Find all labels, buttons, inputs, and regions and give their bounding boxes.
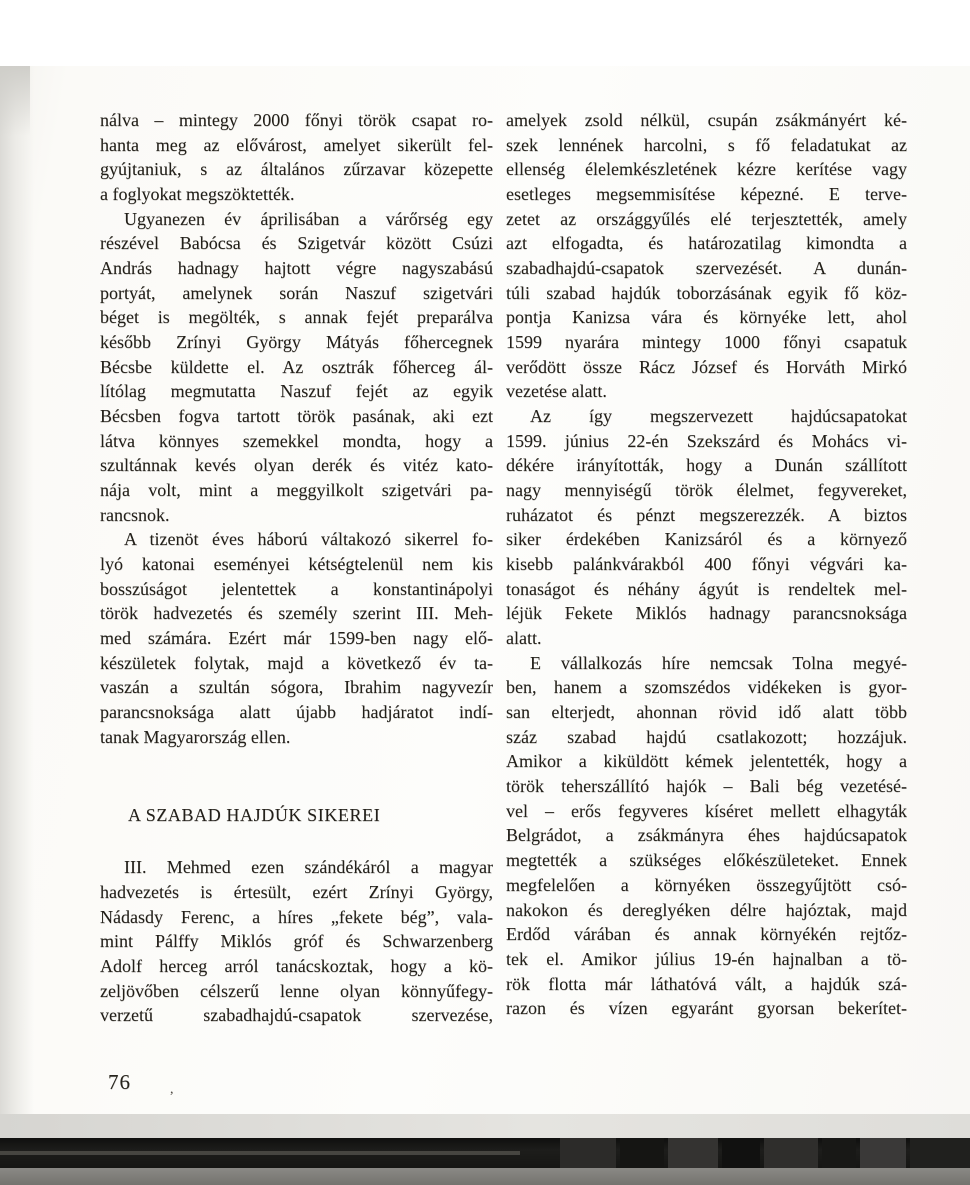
text-line: san elterjedt, ahonnan rövid idő alatt több (506, 702, 907, 723)
text-line: ruházatot és pénzt megszerezzék. A biztos (506, 504, 907, 525)
text-line: török hadvezetés és személy szerint III. Meh- (100, 603, 493, 624)
page-gutter-shadow-top (0, 66, 30, 136)
text-line: látva könnyes szemekkel mondta, hogy a (100, 430, 493, 451)
text-line: razon és vízen egyaránt gyorsan bekerítet- (506, 998, 907, 1019)
text-line: lyó katonai eseményei kétségtelenül nem kis (100, 554, 493, 575)
text-line: siker érdekében Kanizsáról és a környező (506, 529, 907, 550)
text-line: pontja Kanizsa vára és környéke lett, ahol (506, 307, 907, 328)
page-edge-segment (620, 1138, 664, 1168)
text-line: 1599 nyarára mintegy 1000 főnyi csapatuk (506, 332, 907, 353)
text-line: portyát, amelynek során Naszuf szigetvári (100, 282, 493, 303)
text-line: nája volt, mint a meggyilkolt szigetvári pa- (100, 480, 493, 501)
text-line: részével Babócsa és Szigetvár között Csúzi (100, 233, 493, 254)
paragraph (100, 108, 493, 207)
section-heading: A SZABAD HAJDÚK SIKEREI (128, 805, 381, 826)
text-line: hanta meg az elővárost, amelyet sikerült fel- (100, 134, 493, 155)
text-line: III. Mehmed ezen szándékáról a magyar (124, 857, 493, 878)
text-line: András hadnagy hajtott végre nagyszabású (100, 258, 493, 279)
text-line: vezetése alatt. (506, 381, 607, 402)
book-edge-highlight (0, 1151, 520, 1155)
right-text-column (506, 108, 907, 1021)
page-number: 76 (108, 1070, 131, 1094)
text-line: Amikor a kiküldött kémek jelentették, hogy a (506, 751, 907, 772)
text-line: bosszúságot jelentettek a konstantinápolyi (100, 578, 493, 599)
text-line: később Zrínyi György Mátyás főhercegnek (100, 332, 493, 353)
page-edge-segment (860, 1138, 906, 1168)
text-line: léjük Fekete Miklós hadnagy parancsnoksága (506, 603, 907, 624)
page-edge-segment (822, 1138, 856, 1168)
text-line: alatt. (506, 628, 542, 649)
text-line: Ugyanezen év áprilisában a várőrség egy (124, 208, 493, 229)
text-line: tek el. Amikor július 19-én hajnalban a tö- (506, 948, 907, 969)
text-line: szultánnak kevés olyan derék és vitéz kato- (100, 455, 493, 476)
paragraph (506, 651, 907, 1021)
text-line: túli szabad hajdúk toborzásának egyik fő köz- (506, 282, 907, 303)
paragraph (506, 108, 907, 404)
text-line: gyújtaniuk, s az általános zűrzavar közepette (100, 159, 493, 180)
page-edge-segment (560, 1138, 616, 1168)
text-line: med számára. Ezért már 1599-ben nagy elő- (100, 628, 493, 649)
text-line: béget is megölték, s annak fejét preparálva (100, 307, 493, 328)
text-line: zetet az országgyűlés elé terjesztették, amely (506, 208, 907, 229)
text-line: Adolf herceg arról tanácskoztak, hogy a kö- (100, 955, 493, 976)
text-line: vel – erős fegyveres kíséret mellett elhagyták (506, 800, 907, 821)
text-line: szek lennének harcolni, s fő feladatukat az (506, 134, 907, 155)
text-line: zeljövőben célszerű lenne olyan könnyűfegy- (100, 980, 493, 1001)
text-line: parancsnoksága alatt újabb hadjáratot indí- (100, 702, 493, 723)
text-line: rök flotta már láthatóvá vált, a hajdúk szá- (506, 973, 907, 994)
desk-strip (0, 1114, 970, 1138)
page-edge-segment (764, 1138, 818, 1168)
text-line: a foglyokat megszöktették. (100, 184, 295, 205)
text-line: Nádasdy Ferenc, a híres „fekete bég”, vala- (100, 906, 493, 927)
paragraph (506, 404, 907, 651)
text-line: vaszán a szultán sógora, Ibrahim nagyvezír (100, 677, 493, 698)
text-line: megtették a szükséges előkészületeket. Ennek (506, 850, 907, 871)
ink-speck: , (170, 1082, 174, 1097)
page-gutter-shadow (0, 66, 34, 1114)
paragraph (100, 527, 493, 749)
text-line: hadvezetés is értesült, ezért Zrínyi György, (100, 881, 493, 902)
text-line: rancsnok. (100, 504, 170, 525)
text-line: 1599. június 22-én Szekszárd és Mohács vi- (506, 430, 907, 451)
text-line: török teherszállító hajók – Bali bég vezetésé- (506, 776, 907, 797)
page-edge-segment (722, 1138, 760, 1168)
text-line: Belgrádot, a zsákmányra éhes hajdúcsapatok (506, 825, 907, 846)
text-line: kisebb palánkvárakból 400 főnyi végvári ka- (506, 554, 907, 575)
text-line: azt elfogadta, és határozatilag kimondta a (506, 233, 907, 254)
text-line: szabadhajdú-csapatok szervezését. A dunán- (506, 258, 907, 279)
text-line: Erdőd várában és annak környékén rejtőz- (506, 924, 907, 945)
text-line: megfelelően a környéken összegyűjtött csó- (506, 874, 907, 895)
text-line: Bécsbe küldette el. Az osztrák főherceg ál- (100, 356, 493, 377)
left-text-column (100, 108, 493, 1028)
text-line: verzetű szabadhajdú-csapatok szervezése, (100, 1005, 493, 1026)
text-line: esetleges megsemmisítése képezné. E terve- (506, 184, 907, 205)
text-line: dékére irányították, hogy a Dunán szállított (506, 455, 907, 476)
top-margin (0, 0, 970, 66)
paragraph (100, 855, 493, 1028)
text-line: nálva – mintegy 2000 főnyi török csapat ro- (100, 110, 493, 130)
page-edge-segment (910, 1138, 970, 1168)
page-edge-segment (668, 1138, 718, 1168)
text-line: Az így megszervezett hajdúcsapatokat (530, 406, 907, 427)
book-bottom-edge-band (0, 1138, 970, 1168)
text-line: Bécsben fogva tartott török pasának, aki ezt (100, 406, 493, 427)
text-line: nagy mennyiségű török élelmet, fegyvereket, (506, 480, 907, 501)
text-line: lítólag megmutatta Naszuf fejét az egyik (100, 381, 493, 402)
text-line: száz szabad hajdú csatlakozott; hozzájuk. (506, 726, 907, 747)
text-line: nakokon és dereglyéken délre hajóztak, majd (506, 899, 907, 920)
text-line: verődött össze Rácz József és Horváth Mirkó (506, 356, 907, 377)
text-line: készületek folytak, majd a következő év ta- (100, 652, 493, 673)
text-line: mint Pálffy Miklós gróf és Schwarzenberg (100, 931, 493, 952)
book-shadow-strip (0, 1168, 970, 1185)
text-line: ben, hanem a szomszédos vidékeken is gyor- (506, 677, 907, 698)
text-line: amelyek zsold nélkül, csupán zsákmányért ké- (506, 110, 907, 130)
text-line: tanak Magyarország ellen. (100, 726, 291, 747)
paragraph (100, 207, 493, 528)
text-line: A tizenöt éves háború váltakozó sikerrel fo- (124, 529, 493, 550)
text-line: ellenség élelemkészletének kézre kerítése vagy (506, 159, 907, 180)
text-line: E vállalkozás híre nemcsak Tolna megyé- (530, 652, 907, 673)
text-line: tonaságot és néhány ágyút is rendeltek mel- (506, 578, 907, 599)
